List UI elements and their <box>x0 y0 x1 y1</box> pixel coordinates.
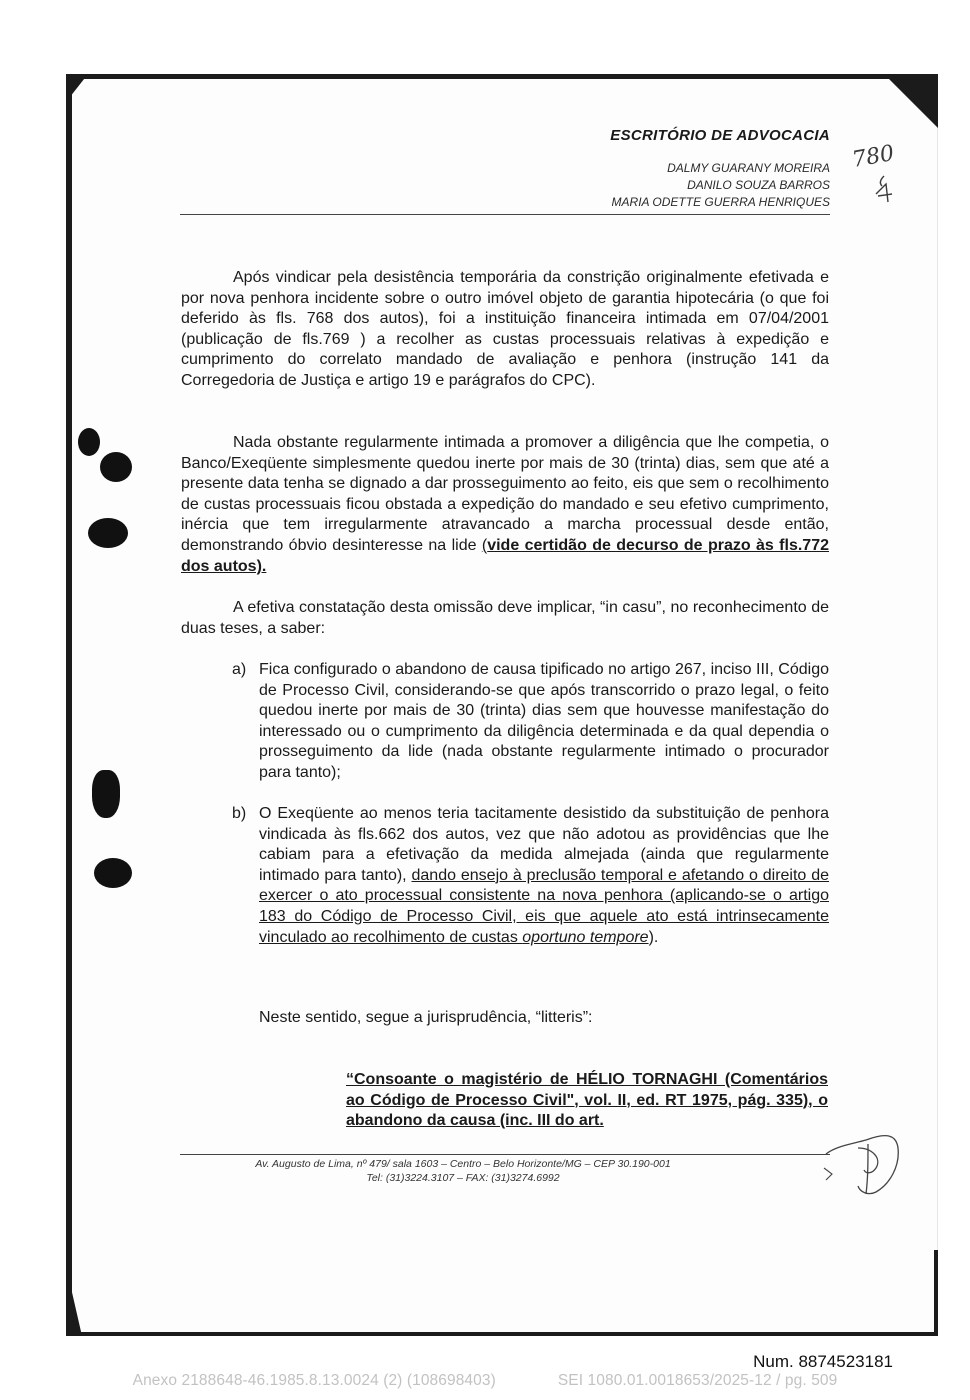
svg-text:780: 780 <box>850 140 897 173</box>
punch-hole <box>92 770 120 818</box>
footer-divider <box>180 1154 830 1155</box>
punch-hole <box>78 428 100 456</box>
list-item-text-plain: O Exeqüente ao menos teria tacitamente desistido da substituição de penhora vindicada às fls.662 dos autos, vez que não adotou as providências que lhe cabiam para a efetivação da medida almejada (ainda que regularmente intimado para tanto), <box>259 805 829 884</box>
paragraph-text: Neste sentido, segue a jurisprudência, “litteris”: <box>259 1009 593 1026</box>
partner-name: DANILO SOUZA BARROS <box>687 178 830 192</box>
scan-border-bottom <box>66 1332 938 1336</box>
header-divider <box>180 214 830 215</box>
list-item-text: Fica configurado o abandono de causa tipificado no artigo 267, inciso III, Código de Processo Civil, considerando-se que após transcorrido o prazo legal, o feito quedou inerte por mais de 30 (trinta) dias sem que houvesse manifestação do interessado ou o cumprimento da diligência determinada e da qual dependia o prosseguimento da lide (nada obstante regularmente intimado o procurador para tanto); <box>259 661 829 781</box>
list-marker: a) <box>232 661 247 678</box>
list-item-text <box>259 804 829 948</box>
list-marker: b) <box>232 805 247 822</box>
scan-border-left <box>66 74 72 1336</box>
footer-phone: Tel: (31)3224.3107 – FAX: (31)3274.6992 <box>366 1172 560 1184</box>
scan-border-right <box>934 1250 938 1336</box>
list-item-b <box>232 804 829 948</box>
jurisprudence-quote: “Consoante o magistério de HÉLIO TORNAGHI (Comentários ao Código de Processo Civil", vol. II, ed. RT 1975, pág. 335), o abandono da causa (inc. III do art. <box>346 1071 828 1129</box>
list-item-close: ). <box>648 928 659 946</box>
underlined-passage: dando ensejo à preclusão temporal e afetando o direito de exercer o ato processual consistente na nova penhora (aplicando-se o artigo 183 do Código de Processo Civil, eis que aquele ato está intrinsecamente vinculado ao recolhimento de custas <box>259 866 830 946</box>
footer <box>180 1157 830 1185</box>
jurisprudence-intro <box>259 1008 829 1029</box>
scan-border-top <box>66 74 938 79</box>
scan-corner-bottom-left <box>66 1266 82 1336</box>
list-item-a <box>232 660 829 784</box>
annex-reference: Anexo 2188648-46.1985.8.13.0024 (2) (108698403) <box>132 1372 496 1389</box>
sei-reference: SEI 1080.01.0018653/2025-12 / pg. 509 <box>557 1372 838 1389</box>
latin-term: oportuno tempore <box>522 928 649 946</box>
paragraph-text: Nada obstante regularmente intimada a promover a diligência que lhe competia, o Banco/Exeqüente simplesmente quedou inerte por mais de 30 (trinta) dias, sem que até a presente data tenha se dignado a dar prosseguimento ao feito, eis que sem o recolhimento de custas processuais ficou obstada a expedição do mandado e seu efetivo cumprimento, inércia que tem irregularmente atravancado a marcha processual desde então, demonstrando óbvio desinteresse na lide <box>181 434 829 554</box>
paragraph-text: A efetiva constatação desta omissão deve implicar, “in casu”, no reconhecimento de duas teses, a saber: <box>181 599 829 637</box>
paragraph-3 <box>181 598 829 639</box>
handwritten-page-number <box>850 136 910 216</box>
firm-name: ESCRITÓRIO DE ADVOCACIA <box>610 127 830 144</box>
certificate-reference: vide certidão de decurso de prazo às fls.772 dos autos). <box>181 536 829 575</box>
punch-hole <box>100 452 132 482</box>
signature <box>822 1118 906 1208</box>
punch-hole <box>88 518 128 548</box>
partner-name: MARIA ODETTE GUERRA HENRIQUES <box>611 195 830 209</box>
scan-corner-top-right <box>884 74 938 128</box>
annex-stamp <box>0 1372 970 1390</box>
letterhead <box>610 127 830 211</box>
footer-address: Av. Augusto de Lima, nº 479/ sala 1603 – Centro – Belo Horizonte/MG – CEP 30.190-001 <box>255 1158 671 1170</box>
document-number: Num. 8874523181 <box>753 1352 893 1371</box>
paragraph-text: Após vindicar pela desistência temporária da constrição originalmente efetivada e por nova penhora incidente sobre o outro imóvel objeto de garantia hipotecária (o que foi deferido às fls. 768 dos autos), foi a instituição financeira intimada em 07/04/2001 (publicação de fls.769 ) a recolher as custas processuais relativas à expedição e cumprimento do correlato mandado de avaliação e penhora (instrução 141 da Corregedoria de Justiça e artigo 19 e parágrafos do CPC). <box>181 269 829 389</box>
punch-hole <box>94 858 132 888</box>
partner-name: DALMY GUARANY MOREIRA <box>667 161 830 175</box>
paragraph-open-paren: ( <box>481 536 488 554</box>
paragraph-1 <box>181 268 829 392</box>
paragraph-2 <box>181 433 829 577</box>
scan-corner-top-left <box>66 74 88 102</box>
